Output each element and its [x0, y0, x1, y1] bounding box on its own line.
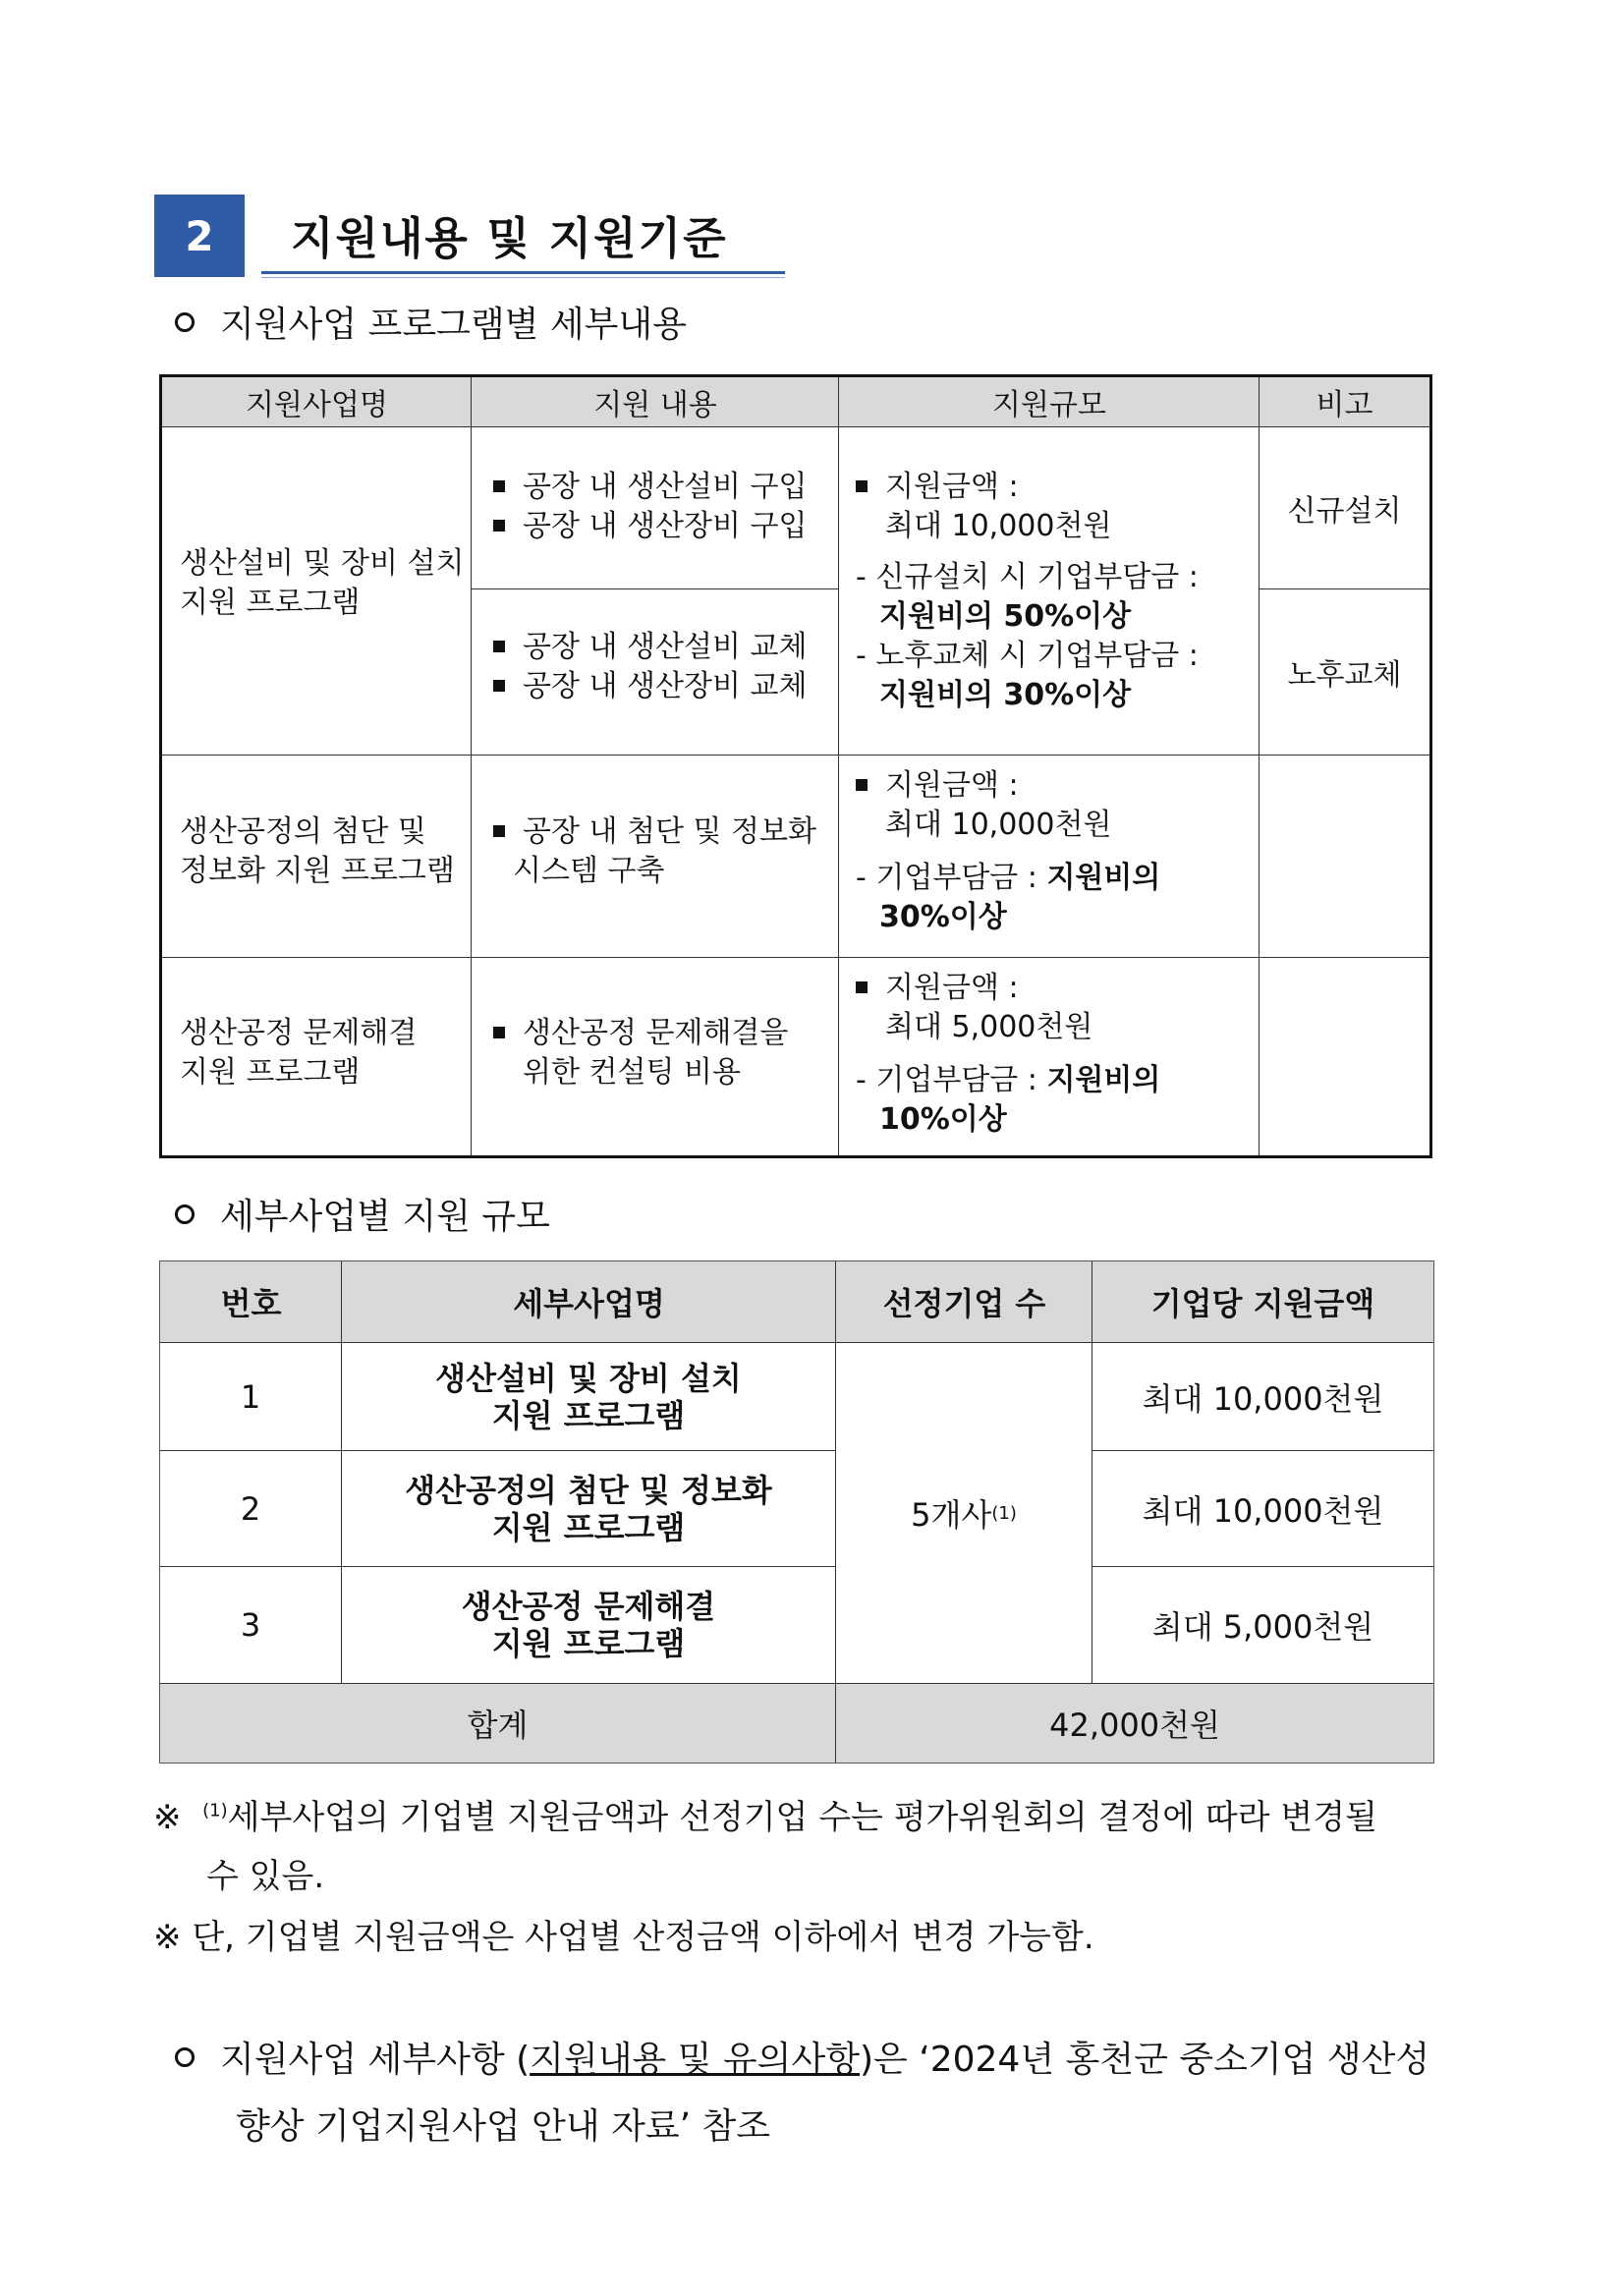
row1-program-name: 생산설비 및 장비 설치 지원 프로그램	[180, 546, 465, 620]
reference-line-2: 향상 기업지원사업 안내 자료’ 참조	[236, 2106, 771, 2147]
divider	[162, 755, 1429, 756]
table-row-amount: 최대 10,000천원	[1142, 1379, 1384, 1418]
square-bullet-icon	[856, 480, 868, 492]
header-program-name: 지원사업명	[162, 377, 472, 426]
row1-remark-replace: 노후교체	[1287, 658, 1402, 693]
circle-bullet-icon	[175, 2047, 195, 2067]
total-value: 42,000천원	[836, 1684, 1433, 1763]
square-bullet-icon	[493, 520, 505, 532]
heading-program-details	[175, 297, 687, 347]
selected-companies-count: 5개사 (1)	[911, 1496, 1017, 1534]
row1-content-replace: 공장 내 생산설비 교체 공장 내 생산장비 교체	[493, 628, 807, 706]
row3-support-scale: 지원금액 : 최대 5,000천원 - 기업부담금 : 지원비의 10%이상	[856, 971, 1161, 1137]
heading-support-scale	[175, 1189, 550, 1239]
square-bullet-icon	[493, 680, 505, 692]
divider	[471, 588, 838, 589]
circle-bullet-icon	[175, 1204, 195, 1224]
title-underline-thin	[261, 277, 785, 278]
divider	[471, 377, 472, 1155]
square-bullet-icon	[493, 480, 505, 492]
table-row-name: 생산공정의 첨단 및 정보화 지원 프로그램	[405, 1471, 772, 1546]
header-support-scale: 지원규모	[839, 377, 1260, 426]
header-support-content: 지원 내용	[472, 377, 839, 426]
row2-content: 공장 내 첨단 및 정보화 시스템 구축	[493, 812, 816, 891]
header-sub-program: 세부사업명	[342, 1261, 836, 1342]
square-bullet-icon	[493, 1027, 505, 1038]
row1-remark-new: 신규설치	[1287, 494, 1402, 529]
table-row-number: 2	[240, 1489, 261, 1528]
note-2: ※ 단, 기업별 지원금액은 사업별 산정금액 이하에서 변경 가능함.	[153, 1918, 1094, 1957]
square-bullet-icon	[856, 981, 868, 993]
heading-text: 지원사업 프로그램별 세부내용	[220, 305, 687, 345]
square-bullet-icon	[856, 779, 868, 791]
support-scale-table	[159, 1260, 1434, 1764]
divider	[162, 957, 1429, 958]
header-selected-companies: 선정기업 수	[836, 1261, 1092, 1342]
note-1: ※ $^{(1)}$세부사업의 기업별 지원금액과 선정기업 수는 평가위원회의 결정에 따라 변경될	[153, 1798, 1377, 1837]
header-remarks: 비고	[1260, 377, 1429, 426]
table-row-name: 생산공정 문제해결 지원 프로그램	[461, 1588, 716, 1662]
reference-line: 지원사업 세부사항 (지원내용 및 유의사항)은 ‘2024년 홍천군 중소기업 생산성	[175, 2032, 1429, 2082]
table-row-number: 1	[240, 1377, 261, 1416]
program-details-table	[159, 374, 1432, 1158]
table-row-name: 생산설비 및 장비 설치 지원 프로그램	[435, 1359, 742, 1434]
divider	[838, 377, 839, 1155]
row1-content-new: 공장 내 생산설비 구입 공장 내 생산장비 구입	[493, 468, 807, 546]
title-underline	[261, 271, 785, 274]
row3-content: 생산공정 문제해결을 위한 컨설팅 비용	[493, 1014, 788, 1092]
row1-support-scale: 지원금액 : 최대 10,000천원 - 신규설치 시 기업부담금 : 지원비의 50%이상 - 노후교체 시 기업부담금 : 지원비의 30%이상	[856, 470, 1199, 712]
heading-text: 세부사업별 지원 규모	[220, 1197, 550, 1237]
table-row-amount: 최대 10,000천원	[1142, 1491, 1384, 1530]
header-amount-per-company: 기업당 지원금액	[1092, 1261, 1433, 1342]
header-number: 번호	[160, 1261, 342, 1342]
row2-program-name: 생산공정의 첨단 및 정보화 지원 프로그램	[180, 814, 455, 888]
section-number-badge: 2	[154, 195, 245, 277]
circle-bullet-icon	[175, 312, 195, 332]
section-title: 지원내용 및 지원기준	[291, 212, 728, 264]
table-row-number: 3	[240, 1606, 261, 1644]
table-row-amount: 최대 5,000천원	[1151, 1608, 1374, 1646]
square-bullet-icon	[493, 641, 505, 652]
divider	[162, 426, 1429, 427]
row3-program-name: 생산공정 문제해결 지원 프로그램	[180, 1016, 418, 1090]
note-1-cont: 수 있음.	[206, 1857, 325, 1896]
row2-support-scale: 지원금액 : 최대 10,000천원 - 기업부담금 : 지원비의 30%이상	[856, 768, 1161, 934]
square-bullet-icon	[493, 825, 505, 837]
total-label: 합계	[160, 1684, 835, 1763]
